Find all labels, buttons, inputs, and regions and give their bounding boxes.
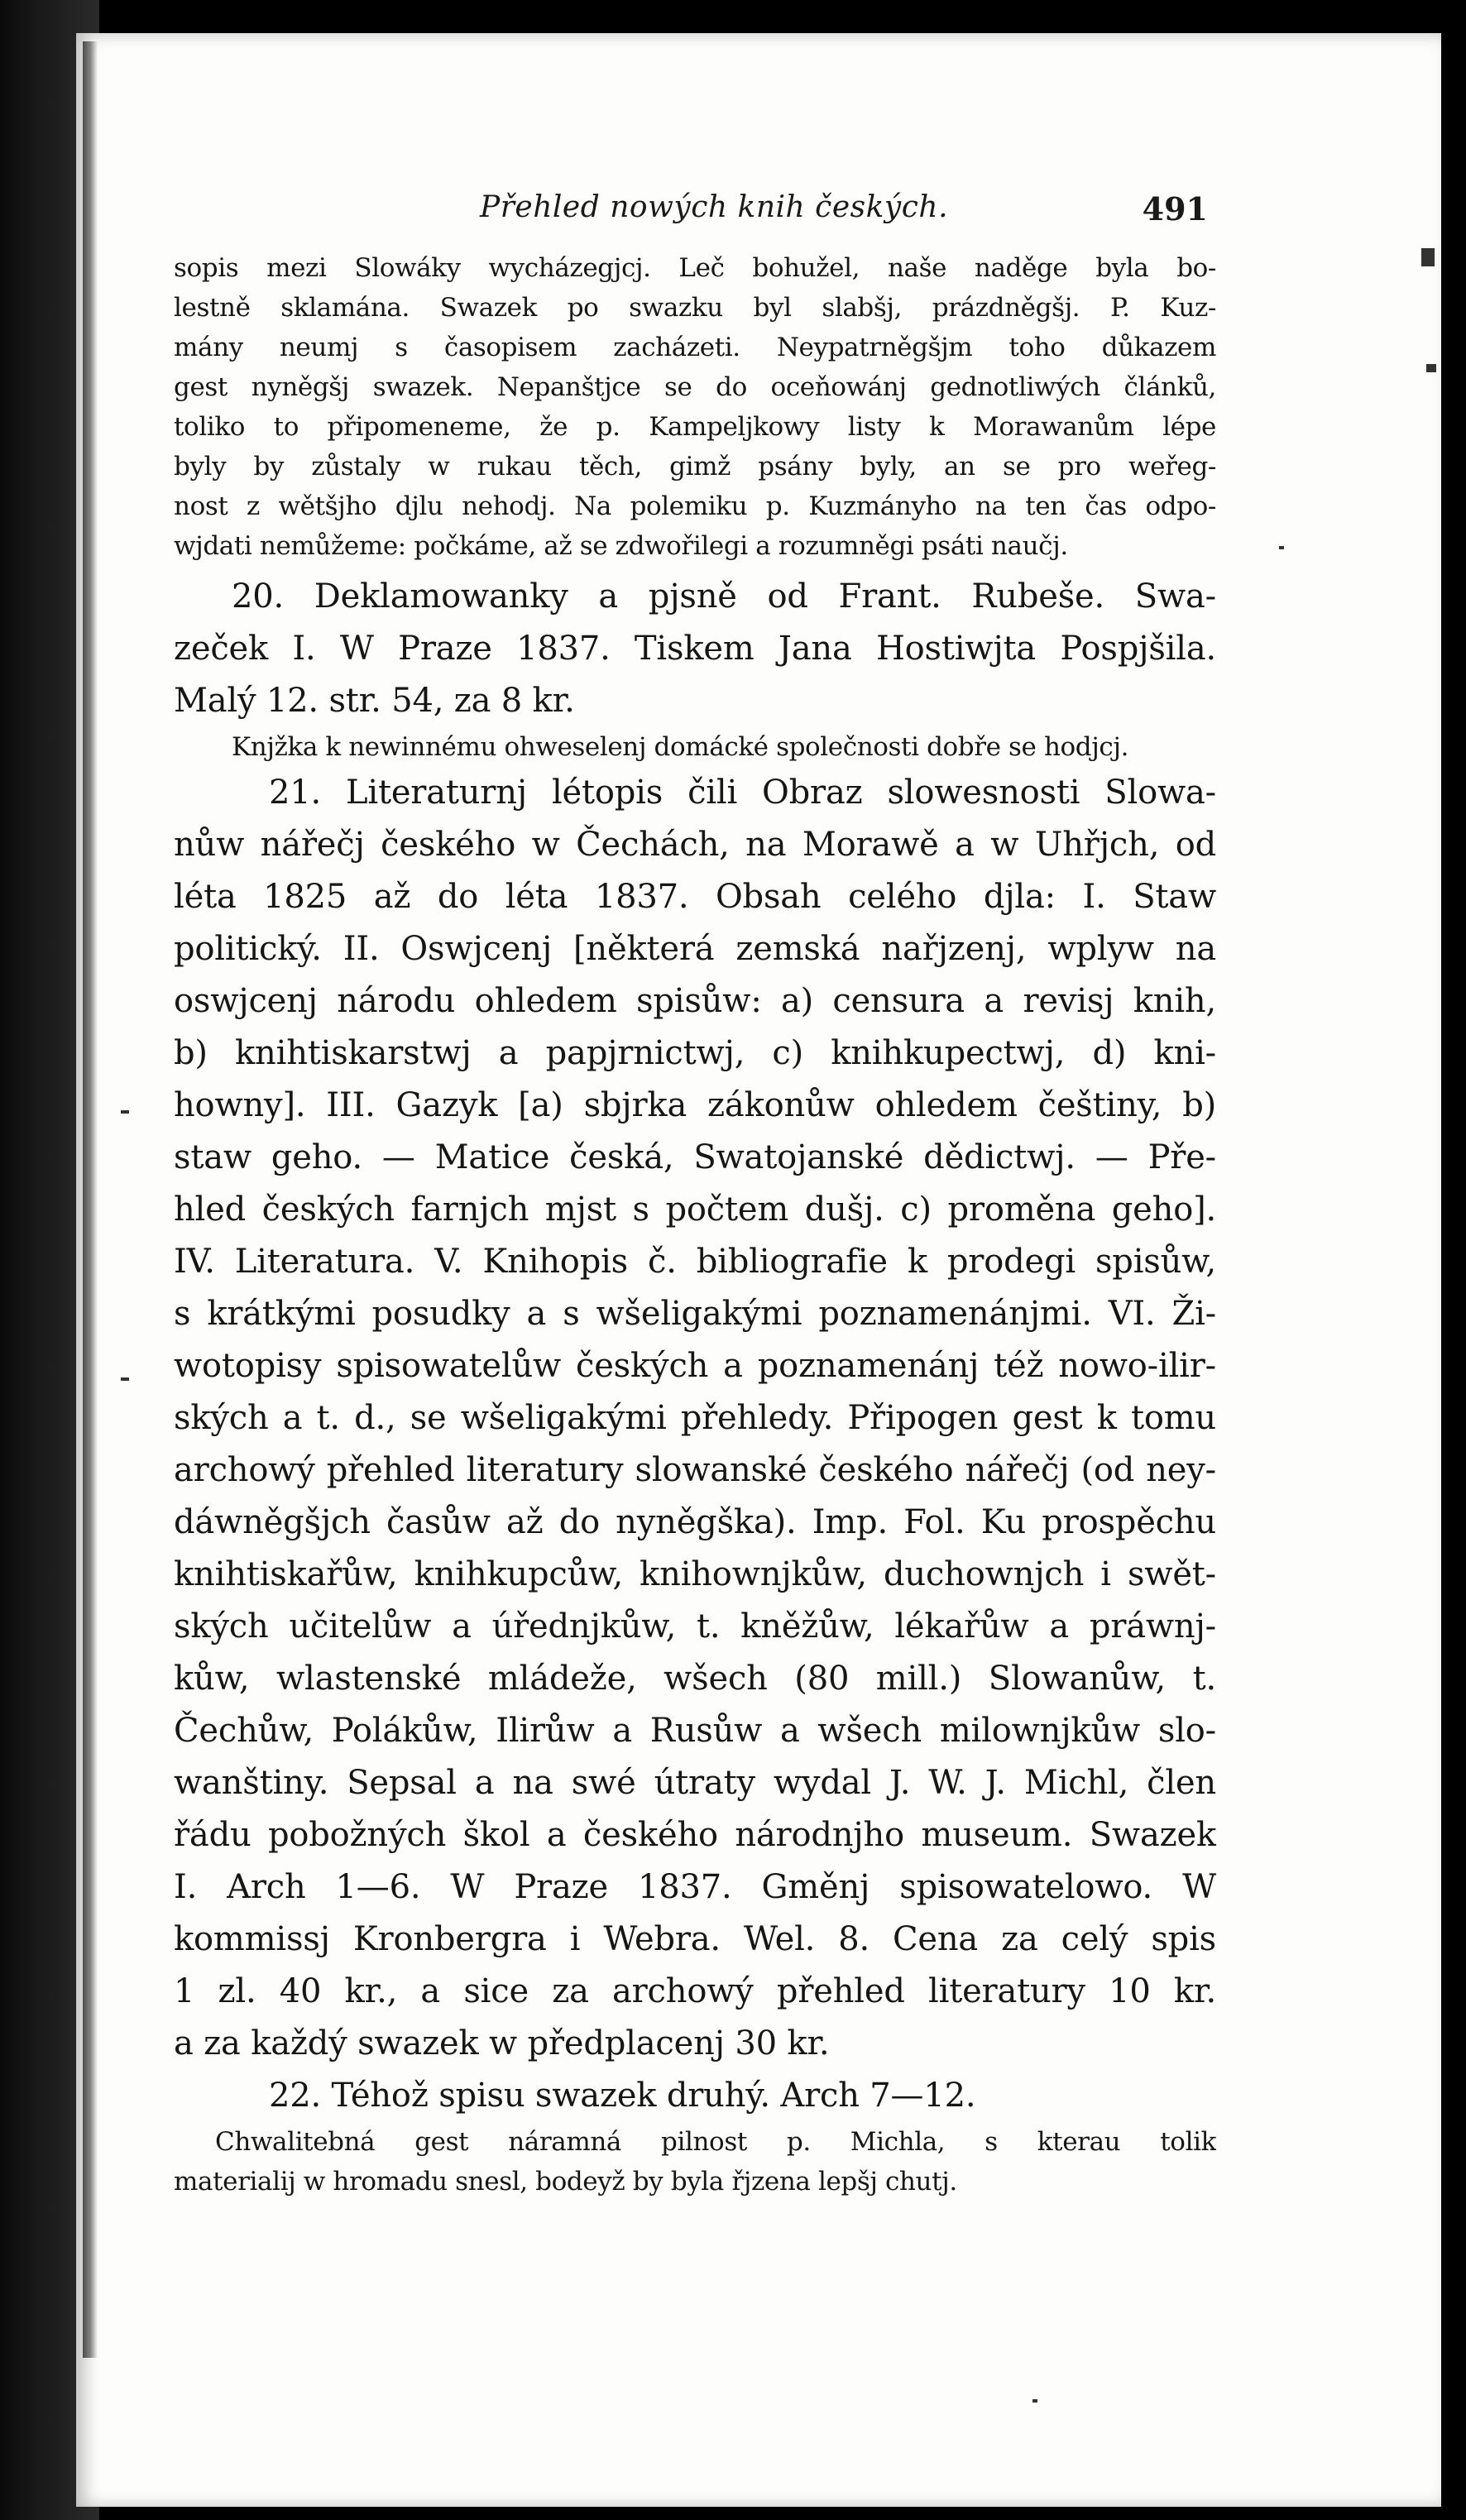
entry-21 [174,767,1216,2070]
entry-line: staw geho. — Matice česká, Swatojanské dědictwj. — Pře- [174,1138,1216,1176]
entry-22 [174,2070,1216,2201]
entry-line: politický. II. Oswjcenj [některá zemská nařjzenj, wplyw na [174,930,1216,968]
entry-line: ských učitelůw a úřednjkůw, t. kněžůw, lékařůw a práwnj- [174,1607,1216,1646]
entry-line: kůw, wlastenské mládeže, wšech (80 mill.) Slowanůw, t. [174,1660,1216,1698]
entry-line: knihtiskařůw, knihkupcůw, knihownjkůw, duchownjch i swět- [174,1555,1216,1593]
entry-line: 1 zl. 40 kr., a sice za archowý přehled literatury 10 kr. [174,1972,1216,2010]
entry-heading-line: 20. Deklamowanky a pjsně od Frant. Rubeše. Swa- [232,577,1216,616]
entry-line: oswjcenj národu ohledem spisůw: a) censura a revisj knih, [174,982,1216,1020]
entry-line: wanštiny. Sepsal a na swé útraty wydal J. W. J. Michl, člen [174,1764,1216,1802]
page-number: 491 [1142,190,1208,228]
entry-line: nůw nářečj českého w Čechách, na Morawě a w Uhřjch, od [174,826,1216,864]
entry-note: Knjžka k newinnému ohweselenj domácké společnosti dobře se hodjcj. [232,732,1129,762]
margin-speck [1279,546,1284,549]
entry-line: s krátkými posudky a s wšeligakými poznamenánjmi. VI. Ži- [174,1295,1216,1333]
margin-speck [1426,364,1436,372]
page-body [174,248,1216,2201]
entry-line: b) knihtiskarstwj a papjrnictwj, c) knihkupectwj, d) kni- [174,1034,1216,1072]
text-line: wjdati nemůžeme: počkáme, až se zdwořilegi a rozumněgi psáti naučj. [174,531,1068,561]
entry-line: I. Arch 1—6. W Praze 1837. Gměnj spisowatelowo. W [174,1868,1216,1906]
intro-paragraph [174,248,1216,566]
text-line: byly by zůstaly w rukau těch, gimž psány byly, an se pro weřeg- [174,452,1216,481]
entry-line: zeček I. W Praze 1837. Tiskem Jana Hostiwjta Pospjšila. [174,630,1216,668]
margin-speck [121,1110,129,1114]
entry-note: Chwalitebná gest náramná pilnost p. Michla, s kterau tolik [215,2127,1216,2157]
text-line: gest nyněgšj swazek. Nepanštjce se do oceňowánj gednotliwých článků, [174,372,1216,402]
text-line: sopis mezi Slowáky wycházegjcj. Leč bohužel, naše naděge byla bo- [174,253,1216,283]
entry-20 [174,571,1216,767]
entry-line: wotopisy spisowatelůw českých a poznamenánj též nowo-ilir- [174,1347,1216,1385]
entry-line: a za každý swazek w předplacenj 30 kr. [174,2024,830,2062]
entry-line: ských a t. d., se wšeligakými přehledy. Připogen gest k tomu [174,1399,1216,1437]
text-line: nost z wětšjho djlu nehodj. Na polemiku p. Kuzmányho na ten čas odpo- [174,491,1216,521]
margin-speck [1032,2399,1037,2403]
running-title: Přehled nowých knih českých. [480,190,949,224]
entry-line: dáwněgšjch časůw až do nyněgška). Imp. Fol. Ku prospěchu [174,1503,1216,1541]
entry-line: Čechůw, Polákůw, Ilirůw a Rusůw a wšech milownjkůw slo- [174,1712,1216,1750]
entry-line: léta 1825 až do léta 1837. Obsah celého djla: I. Staw [174,878,1216,916]
page-header [174,190,1208,240]
text-line: lestně sklamána. Swazek po swazku byl slabšj, prázdněgšj. P. Kuz- [174,293,1216,323]
text-line: mány neumj s časopisem zacházeti. Neypatrněgšjm toho důkazem [174,333,1216,362]
entry-note: materialij w hromadu snesl, bodeyž by byla řjzena lepšj chutj. [174,2167,957,2197]
entry-heading-line: 21. Literaturnj létopis čili Obraz slowesnosti Slowa- [269,774,1216,812]
binding-shadow [83,41,98,2358]
entry-heading-line: 22. Téhož spisu swazek druhý. Arch 7—12. [269,2077,976,2115]
margin-speck [1421,248,1435,266]
entry-line: IV. Literatura. V. Knihopis č. bibliografie k prodegi spisůw, [174,1243,1216,1281]
margin-speck [121,1377,129,1381]
text-line: toliko to připomeneme, že p. Kampeljkowy listy k Morawanům lépe [174,412,1216,442]
entry-line: archowý přehled literatury slowanské českého nářečj (od ney- [174,1451,1216,1489]
entry-line: kommissj Kronbergra i Webra. Wel. 8. Cena za celý spis [174,1920,1216,1958]
entry-line: řádu pobožných škol a českého národnjho museum. Swazek [174,1816,1216,1854]
entry-line: howny]. III. Gazyk [a) sbjrka zákonůw ohledem češtiny, b) [174,1086,1216,1124]
entry-line: hled českých farnjch mjst s počtem dušj. c) proměna geho]. [174,1191,1216,1229]
entry-line: Malý 12. str. 54, za 8 kr. [174,682,575,720]
